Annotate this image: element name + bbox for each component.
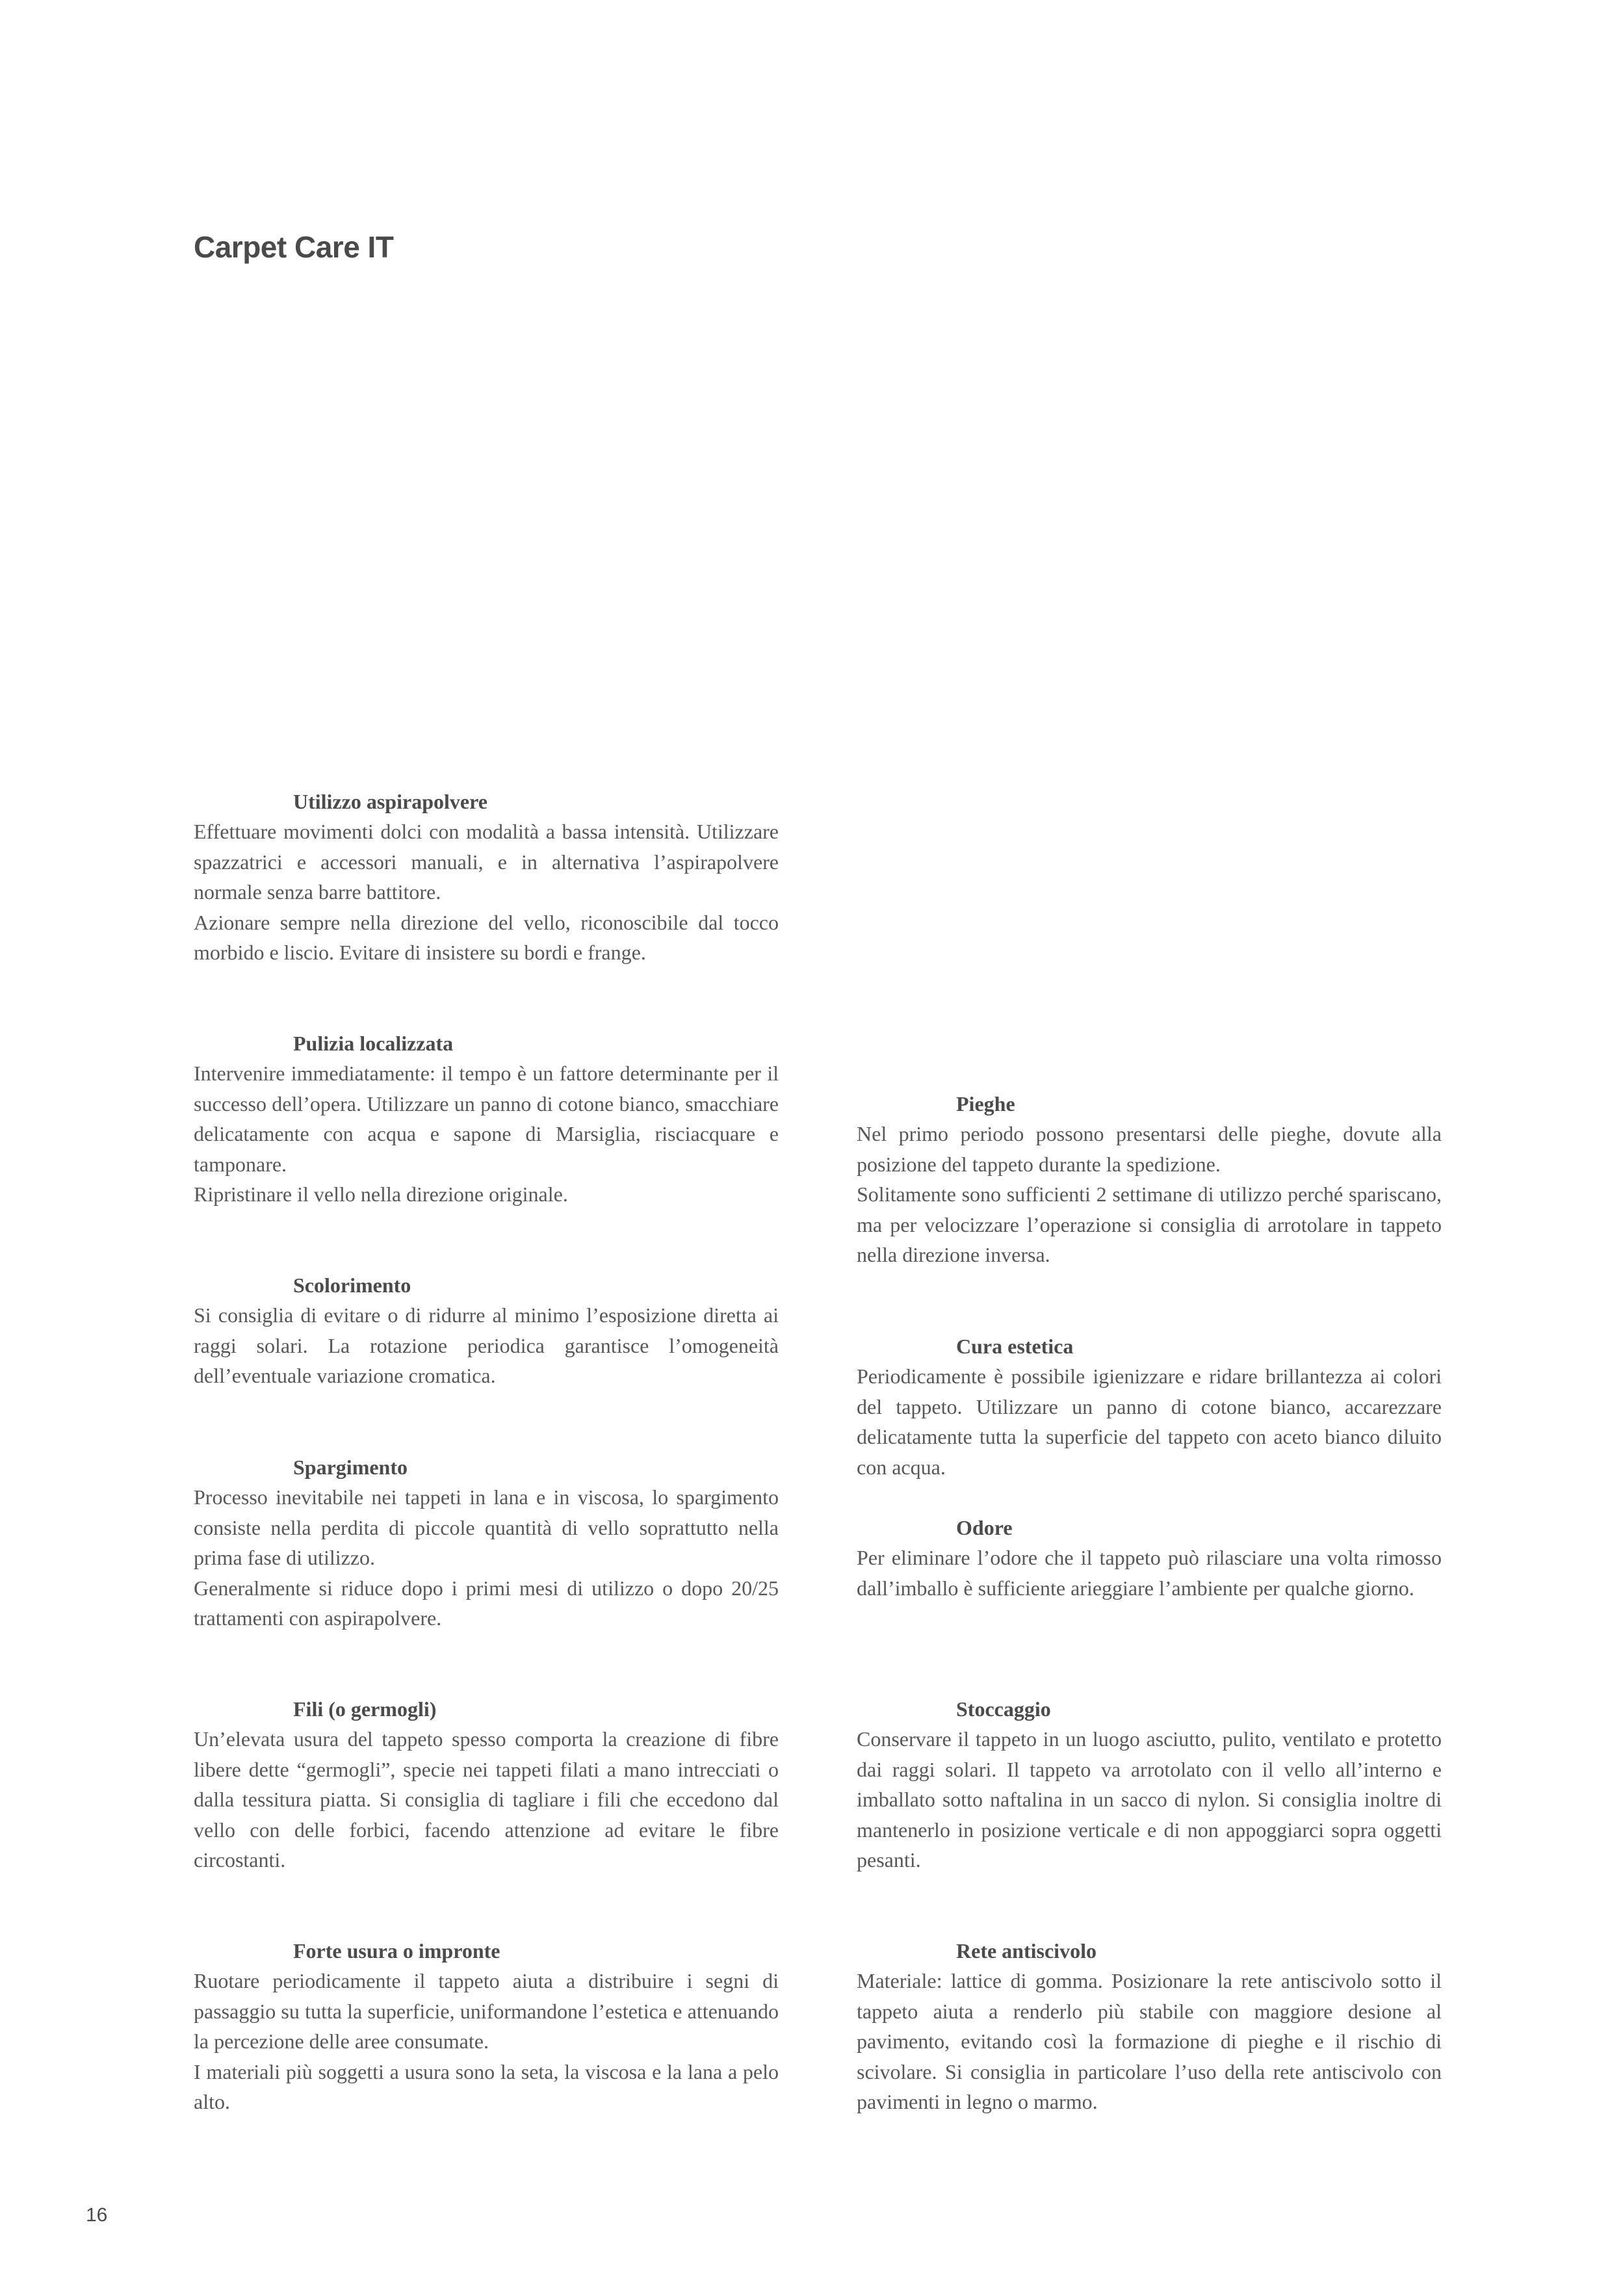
section-cura-estetica [857, 1331, 1442, 1482]
section-paragraph: Ruotare periodicamente il tappeto aiuta a distribuire i segni di passaggio su tutta la superficie, uniformandone l’estetica e attenuando la percezione delle aree consumate. [194, 1969, 779, 2053]
page-number: 16 [86, 2204, 108, 2226]
section-stoccaggio [857, 1694, 1442, 1875]
section-forte-usura [194, 1936, 779, 2117]
section-paragraph: Materiale: lattice di gomma. Posizionare la rete antiscivolo sotto il tappeto aiuta a renderlo più stabile con maggiore desione al pavimento, evitando così la formazione di pieghe e il rischio di scivolare. Si consiglia in particolare l’uso della rete antiscivolo con pavimenti in legno o marmo. [857, 1969, 1442, 2113]
section-utilizzo-aspirapolvere [194, 787, 779, 968]
section-paragraph: Per eliminare l’odore che il tappeto può rilasciare una volta rimosso dall’imballo è sufficiente arieggiare l’ambiente per qualche giorno. [857, 1546, 1442, 1600]
section-paragraph: Un’elevata usura del tappeto spesso comporta la creazione di fibre libere dette “germogli”, specie nei tappeti filati a mano intrecciati o dalla tessitura piatta. Si consiglia di tagliare i fili che eccedono dal vello con delle forbici, facendo attenzione ad evitare le fibre circostanti. [194, 1727, 779, 1872]
section-paragraph: Periodicamente è possibile igienizzare e ridare brillantezza ai colori del tappeto. Utilizzare un panno di cotone bianco, accarezzare delicatamente tutta la superficie del tappeto con aceto bianco diluito con acqua. [857, 1364, 1442, 1479]
section-scolorimento [194, 1270, 779, 1391]
section-heading: Utilizzo aspirapolvere [293, 790, 487, 813]
section-pieghe [857, 1089, 1442, 1270]
section-paragraph: I materiali più soggetti a usura sono la seta, la viscosa e la lana a pelo alto. [194, 2059, 779, 2113]
section-paragraph: Nel primo periodo possono presentarsi delle pieghe, dovute alla posizione del tappeto durante la spedizione. [857, 1122, 1442, 1176]
section-paragraph: Azionare sempre nella direzione del vello, riconoscibile dal tocco morbido e liscio. Evitare di insistere su bordi e frange. [194, 910, 779, 964]
section-heading: Cura estetica [956, 1335, 1074, 1358]
section-heading: Odore [956, 1516, 1013, 1539]
section-paragraph: Si consiglia di evitare o di ridurre al minimo l’esposizione diretta ai raggi solari. La rotazione periodica garantisce l’omogeneità dell’eventuale variazione cromatica. [194, 1303, 779, 1387]
section-paragraph: Ripristinare il vello nella direzione originale. [194, 1182, 568, 1206]
section-heading: Pieghe [956, 1092, 1015, 1115]
page-title: Carpet Care IT [194, 230, 394, 264]
section-heading: Pulizia localizzata [293, 1032, 454, 1055]
section-heading: Spargimento [293, 1455, 408, 1479]
section-paragraph: Effettuare movimenti dolci con modalità a bassa intensità. Utilizzare spazzatrici e accessori manuali, e in alternativa l’aspirapolvere normale senza barre battitore. [194, 820, 779, 904]
section-heading: Fili (o germogli) [293, 1697, 437, 1721]
section-spargimento [194, 1452, 779, 1634]
section-paragraph: Intervenire immediatamente: il tempo è un fattore determinante per il successo dell’opera. Utilizzare un panno di cotone bianco, smacchiare delicatamente con acqua e sapone di Marsiglia, risciacquare e tamponare. [194, 1062, 779, 1176]
section-heading: Rete antiscivolo [956, 1939, 1097, 1963]
section-heading: Forte usura o impronte [293, 1939, 500, 1963]
section-odore [857, 1513, 1442, 1603]
section-paragraph: Generalmente si riduce dopo i primi mesi di utilizzo o dopo 20/25 trattamenti con aspirapolvere. [194, 1576, 779, 1630]
section-heading: Scolorimento [293, 1273, 411, 1297]
section-paragraph: Conservare il tappeto in un luogo asciutto, pulito, ventilato e protetto dai raggi solari. Il tappeto va arrotolato con il vello all’interno e imballato sotto naftalina in un sacco di nylon. Si consiglia inoltre di mantenerlo in posizione verticale e di non appoggiarci sopra oggetti pesanti. [857, 1727, 1442, 1872]
section-rete-antiscivolo [857, 1936, 1442, 2117]
section-fili-germogli [194, 1694, 779, 1875]
section-pulizia-localizzata [194, 1028, 779, 1210]
section-paragraph: Processo inevitabile nei tappeti in lana e in viscosa, lo spargimento consiste nella perdita di piccole quantità di vello soprattutto nella prima fase di utilizzo. [194, 1485, 779, 1569]
section-paragraph: Solitamente sono sufficienti 2 settimane di utilizzo perché spariscano, ma per velocizzare l’operazione si consiglia di arrotolare in tappeto nella direzione inversa. [857, 1182, 1442, 1266]
section-heading: Stoccaggio [956, 1697, 1051, 1721]
